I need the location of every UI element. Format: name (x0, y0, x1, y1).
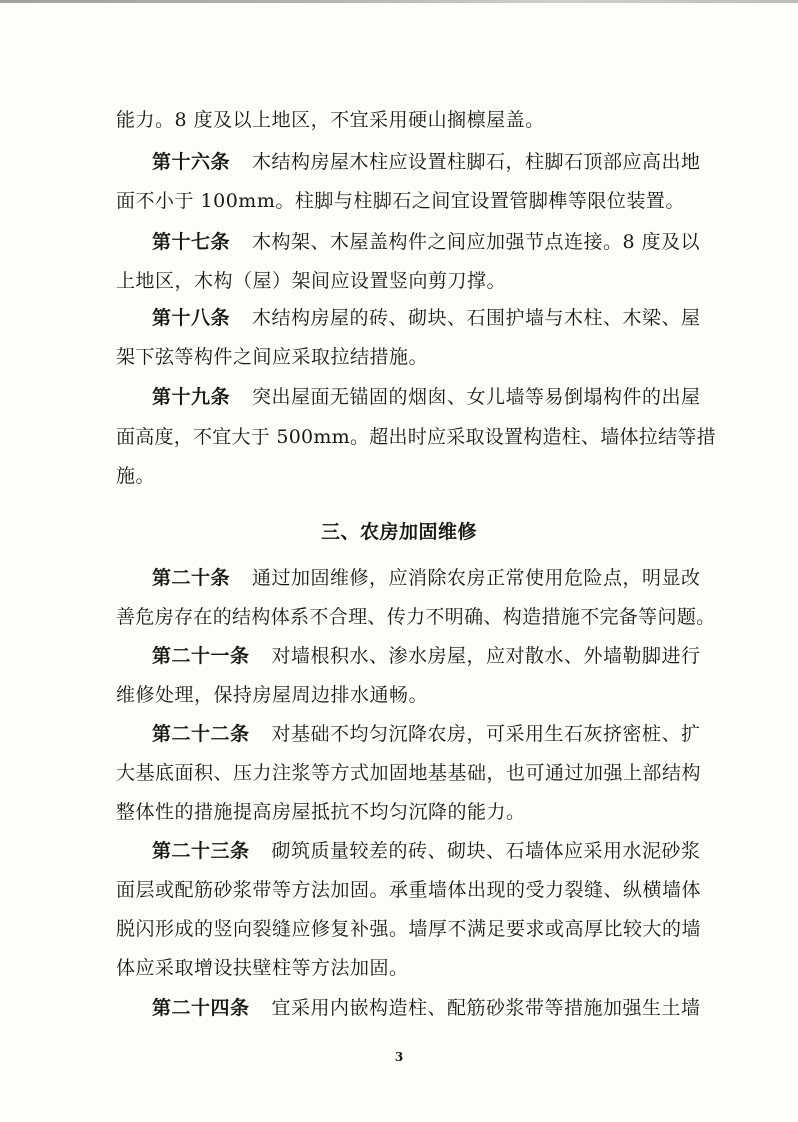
article-19-line: 第十九条 突出屋面无锚固的烟囱、女儿墙等易倒塌构件的出屋 (152, 386, 701, 408)
article-label: 第二十二条 (152, 723, 250, 745)
text-line: 面层或配筋砂浆带等方法加固。承重墙体出现的受力裂缝、纵横墙体 (116, 879, 702, 901)
page-number: 3 (394, 1050, 404, 1064)
text-line: 能力。8 度及以上地区，不宜采用硬山搁檩屋盖。 (116, 109, 545, 131)
text-line: 面高度，不宜大于 500mm。超出时应采取设置构造柱、墙体拉结等措 (116, 426, 716, 448)
text-line: 面不小于 100mm。柱脚与柱脚石之间宜设置管脚榫等限位装置。 (116, 190, 685, 212)
article-label: 第二十条 (152, 567, 231, 589)
text-line: 架下弦等构件之间应采取拉结措施。 (116, 346, 429, 368)
article-16-line: 第十六条 木结构房屋木柱应设置柱脚石，柱脚石顶部应高出地 (152, 151, 701, 173)
article-label: 第十六条 (152, 151, 231, 173)
article-17-line: 第十七条 木构架、木屋盖构件之间应加强节点连接。8 度及以 (152, 231, 701, 253)
article-21-line: 第二十一条 对墙根积水、渗水房屋，应对散水、外墙勒脚进行 (152, 645, 701, 667)
text-line: 善危房存在的结构体系不合理、传力不明确、构造措施不完备等问题。 (116, 606, 716, 628)
article-18-line: 第十八条 木结构房屋的砖、砌块、石围护墙与木柱、木梁、屋 (152, 307, 701, 329)
text-line: 维修处理，保持房屋周边排水通畅。 (116, 684, 429, 706)
text-line: 体应采取增设扶壁柱等方法加固。 (116, 957, 409, 979)
article-24-line: 第二十四条 宜采用内嵌构造柱、配筋砂浆带等措施加强生土墙 (152, 997, 701, 1019)
article-label: 第十八条 (152, 307, 231, 329)
article-label: 第十九条 (152, 386, 231, 408)
article-label: 第十七条 (152, 231, 231, 253)
text-line: 整体性的措施提高房屋抵抗不均匀沉降的能力。 (116, 801, 526, 823)
article-22-line: 第二十二条 对基础不均匀沉降农房，可采用生石灰挤密桩、扩 (152, 723, 701, 745)
text-line: 施。 (116, 465, 156, 487)
article-label: 第二十三条 (152, 840, 250, 862)
article-label: 第二十四条 (152, 997, 250, 1019)
article-23-line: 第二十三条 砌筑质量较差的砖、砌块、石墙体应采用水泥砂浆 (152, 840, 701, 862)
article-20-line: 第二十条 通过加固维修，应消除农房正常使用危险点，明显改 (152, 567, 701, 589)
section-heading: 三、农房加固维修 (320, 521, 477, 543)
text-line: 上地区，木构（屋）架间应设置竖向剪刀撑。 (116, 270, 507, 292)
article-label: 第二十一条 (152, 645, 250, 667)
text-line: 大基底面积、压力注浆等方式加固地基基础，也可通过加强上部结构 (116, 762, 702, 784)
text-line: 脱闪形成的竖向裂缝应修复补强。墙厚不满足要求或高厚比较大的墙 (116, 918, 702, 940)
